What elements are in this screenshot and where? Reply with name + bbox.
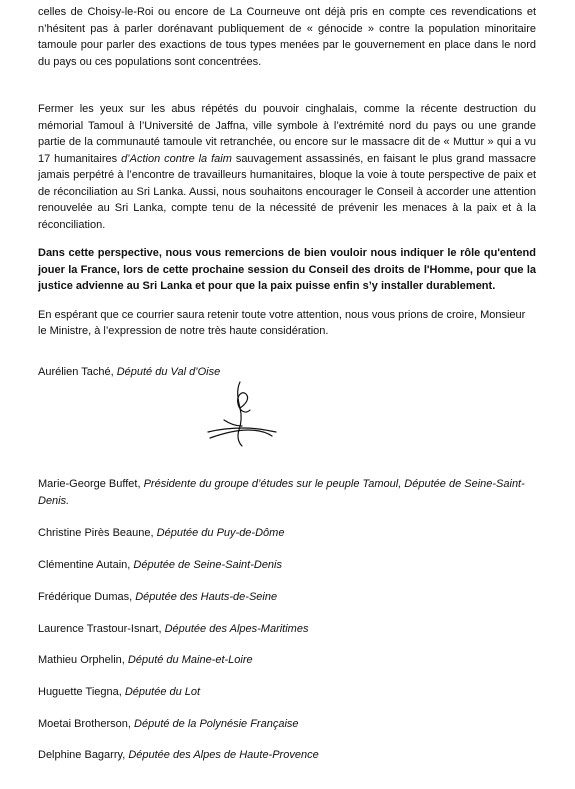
- signatory-role: Député de la Polynésie Française: [134, 718, 299, 730]
- signatory-name: Mathieu Orphelin: [38, 654, 122, 666]
- paragraph-4-closing: En espérant que ce courrier saura retenir toute votre attention, nous vous prions de croire, Monsieur le Ministre, à l’expression de notre très haute considération.: [38, 308, 526, 337]
- signatory-6: Laurence Trastour-Isnart, Députée des Alpes-Maritimes: [38, 623, 309, 635]
- signatory-role: Députée de Seine-Saint-Denis: [133, 559, 282, 571]
- signatory-role: Députée des Alpes-Maritimes: [164, 623, 309, 635]
- signatory-role: Député du Val d’Oise: [116, 366, 221, 378]
- signatory-7: Mathieu Orphelin, Député du Maine-et-Loire: [38, 654, 253, 666]
- letter-body: [38, 4, 536, 340]
- signatory-name: Christine Pirès Beaune: [38, 527, 151, 539]
- signatory-name: Clémentine Autain: [38, 559, 128, 571]
- signatory-name: Laurence Trastour-Isnart: [38, 623, 159, 635]
- signatory-role: Députée des Hauts-de-Seine: [135, 591, 278, 603]
- signatory-role: Député du Maine-et-Loire: [127, 654, 253, 666]
- signatory-2: Marie-George Buffet, Présidente du groupe d’études sur le peuple Tamoul, Députée de Seine-Saint-Denis.: [38, 478, 525, 507]
- signatory-role: Députée du Lot: [124, 686, 201, 698]
- paragraph-1: celles de Choisy-le-Roi ou encore de La Courneuve ont déjà pris en compte ces revendications et n’hésitent pas à parler dorénavant publiquement de « génocide » contre la population minoritaire tamoule pour parler des exactions de tous types menées par le gouvernement en place dans le nord du pays ou ces populations sont concentrées.: [38, 6, 536, 68]
- signatory-name: Marie-George Buffet: [38, 478, 138, 490]
- signatory-9: Moetai Brotherson, Député de la Polynésie Française: [38, 718, 299, 730]
- signatory-name: Moetai Brotherson: [38, 718, 128, 730]
- signatory-name: Aurélien Taché: [38, 366, 111, 378]
- paragraph-2-italic: d’Action contre la faim: [121, 152, 232, 165]
- paragraph-2-text-a: Fermer les yeux sur les abus répétés du pouvoir cinghalais, comme la récente destruction du mémorial Tamoul à l’Université de Jaffna, ville symbole à l’extrémité nord du pays ou une grande partie de la communauté tamoule vit retranchée, ou encore sur le massacre dit de « Muttur » qui a vu 17 humanitaires: [38, 103, 536, 165]
- signatory-role: Présidente du groupe d’études sur le peuple Tamoul, Députée de Seine-Saint-Denis.: [38, 478, 525, 507]
- signatory-role: Députée des Alpes de Haute-Provence: [128, 749, 319, 761]
- signatory-3: Christine Pirès Beaune, Députée du Puy-de-Dôme: [38, 527, 285, 539]
- signatory-10: Delphine Bagarry, Députée des Alpes de Haute-Provence: [38, 749, 319, 761]
- paragraph-2: [38, 101, 536, 233]
- paragraph-2-text-b: sauvagement assassinés, en faisant le plus grand massacre jamais perpétré à l’encontre de travailleurs humanitaires, bloque la voie à toute perspective de paix et de réconciliation au Sri Lanka. Aussi, nous souhaitons encourager le Conseil à accorder une attention renouvelée au Sri Lanka, compte tenu de la nécessité de prévenir les menaces à la paix et à la réconciliation.: [38, 152, 536, 231]
- signatory-role: Députée du Puy-de-Dôme: [156, 527, 285, 539]
- handwritten-signature: [200, 380, 280, 450]
- signatory-4: Clémentine Autain, Députée de Seine-Saint-Denis: [38, 559, 282, 571]
- signatory-8: Huguette Tiegna, Députée du Lot: [38, 686, 201, 698]
- signatory-1: Aurélien Taché, Député du Val d’Oise: [38, 366, 221, 378]
- signatory-name: Huguette Tiegna: [38, 686, 119, 698]
- paragraph-3-request: Dans cette perspective, nous vous remercions de bien vouloir nous indiquer le rôle qu'entend jouer la France, lors de cette prochaine session du Conseil des droits de l'Homme, pour que la justice advienne au Sri Lanka et pour que la paix puisse enfin s’y installer durablement.: [38, 247, 536, 292]
- signatory-5: Frédérique Dumas, Députée des Hauts-de-Seine: [38, 591, 278, 603]
- signatory-name: Delphine Bagarry: [38, 749, 123, 761]
- signatory-name: Frédérique Dumas: [38, 591, 130, 603]
